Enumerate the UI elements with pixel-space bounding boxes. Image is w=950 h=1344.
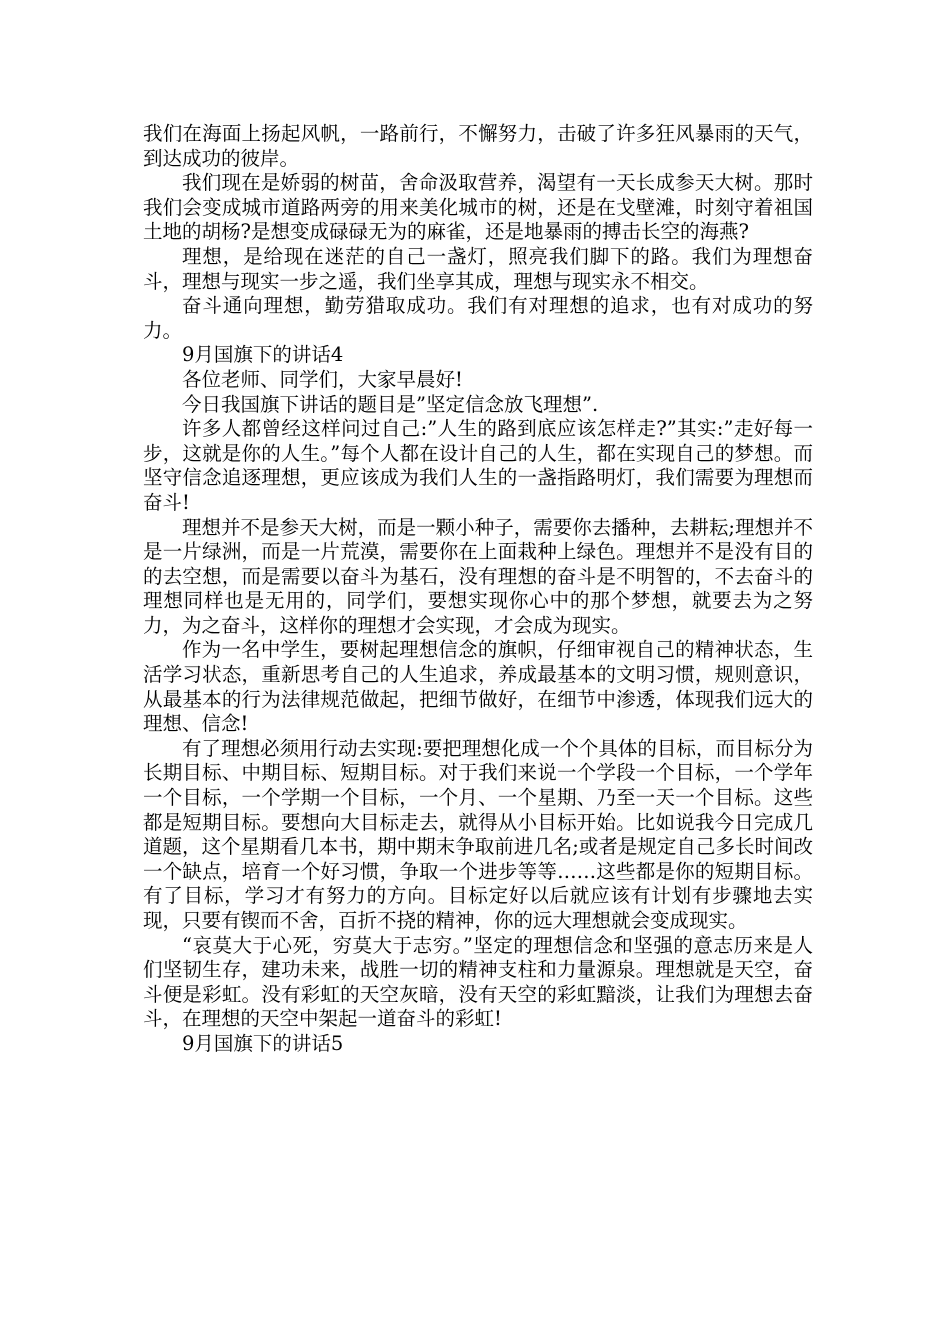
paragraph: 理想，是给现在迷茫的自己一盏灯，照亮我们脚下的路。我们为理想奋斗，理想与现实一步之遥，我们坐享其成，理想与现实永不相交。 <box>143 244 813 293</box>
greeting: 各位老师、同学们，大家早晨好! <box>182 367 463 391</box>
paragraph: 我们现在是娇弱的树苗，舍命汲取营养，渴望有一天长成参天大树。那时我们会变成城市道路两旁的用来美化城市的树，还是在戈壁滩，时刻守着祖国土地的胡杨?是想变成碌碌无为的麻雀，还是地暴雨的搏击长空的海燕? <box>143 171 813 244</box>
paragraph: 今日我国旗下讲话的题目是”坚定信念放飞理想”. <box>182 392 599 416</box>
paragraph: 许多人都曾经这样问过自己:”人生的路到底应该怎样走?”其实:”走好每一步，这就是你的人生。”每个人都在设计自己的人生，都在实现自己的梦想。而坚守信念追逐理想，更应该成为我们人生的一盏指路明灯，我们需要为理想而奋斗! <box>143 417 813 514</box>
paragraph-continued: 我们在海面上扬起风帆，一路前行，不懈努力，击破了许多狂风暴雨的天气，到达成功的彼岸。 <box>143 122 813 170</box>
paragraph: 有了理想必须用行动去实现:要把理想化成一个个具体的目标，而目标分为长期目标、中期目标、短期目标。对于我们来说一个学段一个目标，一个学年一个目标，一个学期一个目标，一个月、一个星期、乃至一天一个目标。这些都是短期目标。要想向大目标走去，就得从小目标开始。比如说我今日完成几道题，这个星期看几本书，期中期末争取前进几名;或者是规定自己多长时间改一个缺点，培育一个好习惯，争取一个进步等等……这些都是你的短期目标。有了目标，学习才有努力的方向。目标定好以后就应该有计划有步骤地去实现，只要有锲而不舍，百折不挠的精神，你的远大理想就会变成现实。 <box>143 736 813 932</box>
paragraph: 理想并不是参天大树，而是一颗小种子，需要你去播种，去耕耘;理想并不是一片绿洲，而是一片荒漠，需要你在上面栽种上绿色。理想并不是没有目的的去空想，而是需要以奋斗为基石，没有理想的奋斗是不明智的，不去奋斗的理想同样也是无用的，同学们，要想实现你心中的那个梦想，就要去为之努力，为之奋斗，这样你的理想才会实现，才会成为现实。 <box>143 515 813 637</box>
paragraph: 奋斗通向理想，勤劳猎取成功。我们有对理想的追求，也有对成功的努力。 <box>143 294 813 342</box>
section-heading: 9月国旗下的讲话5 <box>182 1031 344 1055</box>
paragraph: “哀莫大于心死，穷莫大于志穷。”坚定的理想信念和坚强的意志历来是人们坚韧生存，建功未来，战胜一切的精神支柱和力量源泉。理想就是天空，奋斗便是彩虹。没有彩虹的天空灰暗，没有天空的彩虹黯淡，让我们为理想去奋斗，在理想的天空中架起一道奋斗的彩虹! <box>143 933 813 1031</box>
paragraph: 作为一名中学生，要树起理想信念的旗帜，仔细审视自己的精神状态，生活学习状态，重新思考自己的人生追求，养成最基本的文明习惯，规则意识，从最基本的行为法律规范做起，把细节做好，在细节中渗透，体现我们远大的理想、信念! <box>143 638 813 736</box>
section-heading: 9月国旗下的讲话4 <box>182 343 344 367</box>
document-body <box>143 122 813 1057</box>
